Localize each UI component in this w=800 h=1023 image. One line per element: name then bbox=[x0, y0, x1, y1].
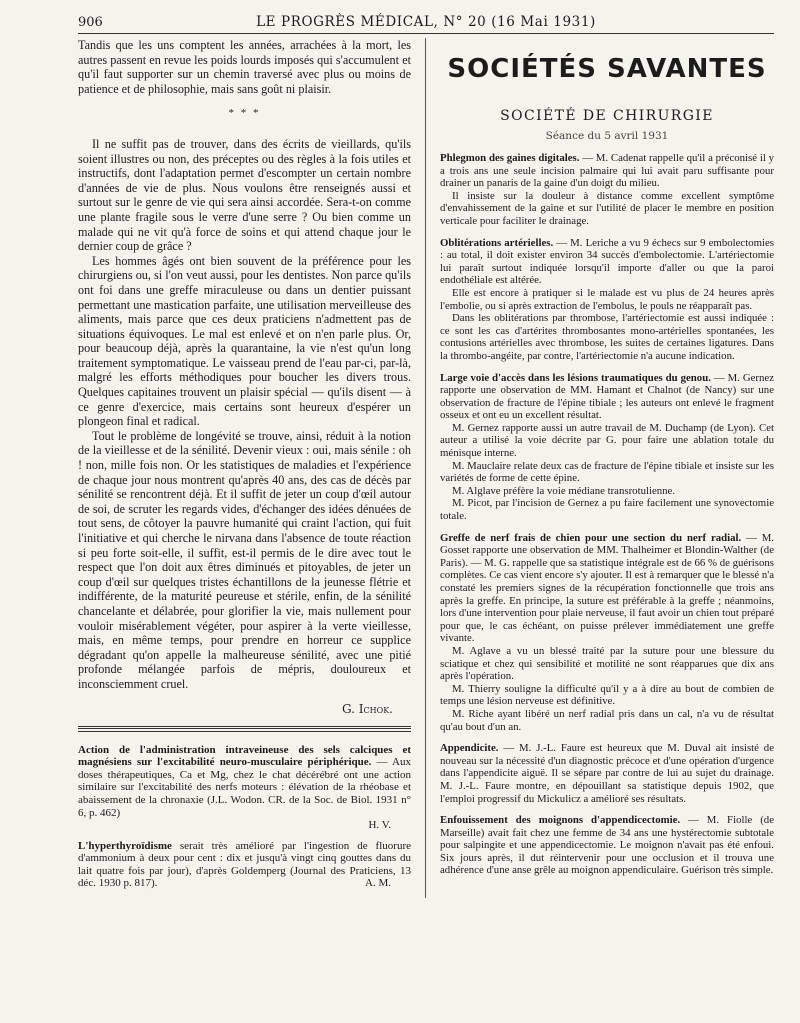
author-signature: G. Ichok. bbox=[342, 701, 393, 716]
report-title: Greffe de nerf frais de chien pour une section du nerf radial. bbox=[440, 531, 742, 544]
essay-paragraph: Les hommes âgés ont bien souvent de la préférence pour les chirurgiens ou, si l'on veut aussi, pour les dentistes. Non parce qu'ils ont foi dans une greffe miraculeuse ou dans un dentier puissant permettant une mastication parfaite, une utilisation merveilleuse des aliments, mais parce que ces deux praticiens n'admettent pas de situations équivoques. Le mal est enlevé et on n'en parle plus. Or, pour beaucoup déjà, après la quarantaine, la vie n'est qu'un long traitement symptomatique. Le vaisseau prend de l'eau par-ci, par-là, malgré les efforts méthodiques pour boucher les divers trous. Quelques capitaines trouvent un plaisir spécial — qu'ils disent — à ce genre d'exercice, mais certains sont heureux d'espérer un plongeon final et radical. bbox=[78, 253, 411, 429]
right-column bbox=[426, 38, 774, 898]
two-column-layout bbox=[78, 38, 774, 898]
abstract-text: serait très amélioré par l'ingestion de fluorure d'ammonium à deux pour cent : dix et jusqu'à vingt cinq gouttes dans du lait quatre fois par jour), d'après Goldemperg (Journal des Praticiens, 13 déc. 1930 p. 817). bbox=[78, 839, 411, 890]
report-paragraph: Elle est encore à pratiquer si le malade est vu plus de 24 heures après l'embolie, ou si après extraction de l'embolus, le pouls ne réapparaît pas. bbox=[440, 286, 774, 312]
essay-paragraph: Tout le problème de longévité se trouve, ainsi, réduit à la notion de la vieillesse et de la sénilité. Devenir vieux : oui, mais sénile : oh ! non, mille fois non. Or les statistiques de maladies et l'expérience de chaque jour nous montrent qu'après 40 ans, des cas de décès par sénilité se rencontrent déjà. Et il suffit de jeter un coup d'œil autour de soi, de scruter les regards vides, d'échanger des idées dénuées de tout sens, de côtoyer la pauvre humanité qui craint l'action, qui fuit l'initiative et qui cherche le nirvana dans l'absence de toute réaction si peu forte soit-elle, il suffit, est-il permis de le dire avec tout le respect que l'on doit aux êtres diminués et pitoyables, de jeter un coup d'œil sur quelques tristes échantillons de la jeunesse flétrie et indifférente, de la maturité peureuse et stérile, enfin, de la sénilité chancelante et délabrée, pour glorifier la vie, mais nullement pour vouloir misérablement végéter, pour aspirer à la verte vieillesse, mais, en même temps, pour prendre en horreur ce supplice dégradant qu'on appelle la malheureuse sénilité, avec une pitié profonde mélangée parfois de mépris, douloureux et inconsciemment cruel. bbox=[78, 428, 411, 691]
abstract-credit: A. M. bbox=[365, 877, 391, 890]
report-item bbox=[440, 372, 774, 523]
running-title: LE PROGRÈS MÉDICAL, N° 20 (16 Mai 1931) bbox=[256, 14, 596, 30]
report-paragraph: M. Thierry souligne la difficulté qu'il y a à dire au bout de combien de temps une lésion nerveuse est définitive. bbox=[440, 682, 774, 708]
report-text: — M. Gernez rapporte une observation de MM. Hamant et Chalnot (de Nancy) sur une observation de fracture de l'épine tibiale ; les auteurs ont enlevé le fragment osseux et ont eu un excellent résultat. bbox=[440, 371, 774, 422]
report-text: — M. Gosset rapporte une observation de MM. Thalheimer et Blondin-Walther (de Paris). — M. G. rappelle que sa statistique intégrale est de 66 % de guérisons complètes. Ce cas vient encore s'y ajouter. Il est à remarquer que le blessé n'a constaté les premiers signes de la récupération fonctionnelle que trois ans après la greffe. En principe, la suture est préférable à la greffe ; néanmoins, lors d'une intervention pour plaie nerveuse, il faut avoir un chien tout préparé pour que, le cas échéant, on puisse prélever immédiatement une greffe vivante. bbox=[440, 531, 774, 645]
report-text: — M. Cadenat rappelle qu'il a préconisé il y a trois ans une seule incision palmaire qui lui avait paru suffisante pour drainer un panaris de la gaine d'un doigt du milieu. bbox=[440, 152, 774, 190]
report-title: Phlegmon des gaines digitales. bbox=[440, 152, 580, 164]
essay-paragraph: Il ne suffit pas de trouver, dans des écrits de vieillards, qu'ils soient illustres ou non, des préceptes ou des règles à la fois utiles et instructifs, dont l'adaptation permet d'escompter un certain nombre d'années de vie de plus. Nous voulons être renseignés aussi et surtout sur le genre de vie qui sera ainsi accordée. Sera-t-on comme une plante fragile sous le verre d'une serre ? Ou bien comme un malade qui ne vit qu'à force de soins et qui attend chaque jour le dernier coup de grâce ? bbox=[78, 136, 411, 254]
page-number: 906 bbox=[78, 15, 103, 30]
report-paragraph: Dans les oblitérations par thrombose, l'artériectomie est aussi indiquée : ce sont les cas d'artérites thrombosantes mono-artérielles spontanées, les contusions artérielles avec thrombose, les suites de certaines ligatures. Dans la thrombo-angéite, par contre, l'artériectomie n'a aucune indication. bbox=[440, 312, 774, 362]
report-item bbox=[440, 237, 774, 363]
report-paragraph: M. Riche ayant libéré un nerf radial pris dans un cal, n'a vu de résultat qu'au bout d'un an. bbox=[440, 707, 774, 733]
report-title: Enfouissement des moignons d'appendicectomie. bbox=[440, 814, 681, 827]
report-paragraph: Il insiste sur la douleur à distance comme excellent symptôme d'envahissement de la gaine et sur l'utilité de placer le membre en position verticale pour faciliter le drainage. bbox=[440, 189, 774, 227]
report-item bbox=[440, 152, 774, 228]
star-separator: * * * bbox=[228, 107, 261, 120]
abstract-item bbox=[78, 744, 411, 832]
report-paragraph: M. Gernez rapporte aussi un autre travail de M. Duchamp (de Lyon). Cet auteur a utilisé la voie décrite par G. pour faire une ablation totale du ménisque interne. bbox=[440, 421, 774, 460]
report-text: — M. Fiolle (de Marseille) avait fait chez une femme de 34 ans une hystérectomie subtotale pour salpingite et une appendicectomie. Le moignon n'avait pas été enfoui. Six jours après, il dut réintervenir pour une occlusion et il trouva une adhérence d'une anse grêle au moignon appendiculaire. Guérison très simple. bbox=[440, 814, 774, 877]
abstract-heading: Action de l'administration intraveineuse des sels calciques et magnésiens sur l'excitabilité neuro-musculaire périphérique. bbox=[78, 743, 411, 769]
report-paragraph: M. Picot, par l'incision de Gernez a pu faire facilement une synovectomie totale. bbox=[440, 497, 774, 523]
section-divider bbox=[78, 726, 411, 732]
report-item bbox=[440, 814, 774, 877]
abstract-text: — Aux doses thérapeutiques, Ca et Mg, chez le chat décérébré ont une action similaire sur l'excitabilité des nerfs moteurs : élévation de la rhéobase et abaissement de la chronaxie (J.L. Wodon. CR. de la Soc. de Biol. 1931 n° 6, p. 462) bbox=[78, 756, 411, 819]
report-text: — M. Leriche a vu 9 échecs sur 9 embolectomies : au total, il doit exister environ 34 succès d'embolectomie. L'artériectomie lui paraît surtout indiquée lorsqu'il importe d'aller ou que la paroi endothéliale est altérée. bbox=[440, 236, 774, 287]
report-item bbox=[440, 532, 774, 734]
meeting-date: Séance du 5 avril 1931 bbox=[545, 130, 669, 142]
abstract-heading: L'hyperthyroïdisme bbox=[78, 839, 172, 852]
report-paragraph: M. Mauclaire relate deux cas de fracture de l'épine tibiale et insiste sur les variétés de forme de cette épine. bbox=[440, 459, 774, 485]
report-paragraph: M. Aglave a vu un blessé traité par la suture pour une blessure du sciatique et chez qui sensibilité et motilité ne sont réapparues que dix ans après l'opération. bbox=[440, 644, 774, 683]
essay-paragraph: Tandis que les uns comptent les années, arrachées à la mort, les autres passent en revue les poids lourds imposés qui s'accumulent et qu'il faut supporter sur un chemin traversé avec plus ou moins de patience et de philosophie, mais sans goût ni plaisir. bbox=[78, 38, 411, 96]
society-name: SOCIÉTÉ DE CHIRURGIE bbox=[500, 108, 714, 124]
report-item bbox=[440, 742, 774, 805]
essay-text bbox=[78, 38, 411, 692]
running-head bbox=[78, 14, 774, 34]
abstract-credit: H. V. bbox=[368, 819, 391, 832]
report-text: — M. J.-L. Faure est heureux que M. Duval ait insisté de nouveau sur la nécessité d'un diagnostic précoce et d'une opération d'urgence dans l'appendicite aiguë. Il se sépare par contre de lui au sujet du drainage. M. J.-L. Faure montre, en dépouillant sa statistique depuis 1902, que l'emploi progressif du Mickulicz a amélioré ses résultats. bbox=[440, 742, 774, 805]
abstract-item bbox=[78, 840, 411, 890]
left-column bbox=[78, 38, 426, 898]
report-paragraph: M. Alglave préfère la voie médiane transrotulienne. bbox=[452, 484, 676, 497]
section-title: SOCIÉTÉS SAVANTES bbox=[447, 54, 767, 84]
report-title: Large voie d'accès dans les lésions traumatiques du genou. bbox=[440, 371, 711, 384]
report-title: Oblitérations artérielles. bbox=[440, 236, 554, 249]
report-title: Appendicite. bbox=[440, 742, 499, 755]
